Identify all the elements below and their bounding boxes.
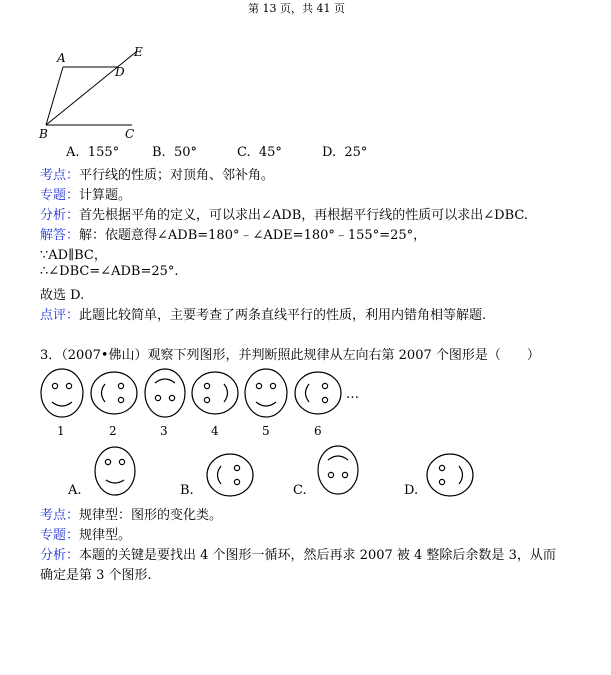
- label-d: D: [115, 65, 125, 79]
- q2-fenxi: 分析：首先根据平角的定义，可以求出∠ADB，再根据平行线的性质可以求出∠DBC.: [40, 208, 528, 223]
- q2-option-c: C. 45°: [237, 145, 282, 160]
- seq-num-1: 1: [57, 424, 65, 438]
- label-b: B: [39, 127, 48, 140]
- parallel-lines-figure: [36, 40, 156, 140]
- q3-question: 3．（2007•佛山）观察下列图形，并判断照此规律从左向右第 2007 个图形是（ ）: [40, 348, 540, 363]
- q2-kaodian: 考点：平行线的性质；对顶角、邻补角。: [40, 168, 275, 183]
- q2-option-d: D. 25°: [322, 145, 368, 160]
- face-2: [91, 372, 137, 414]
- q2-therefore-line: ∴∠DBC=∠ADB=25°.: [40, 264, 179, 279]
- seq-num-4: 4: [211, 424, 219, 438]
- q2-answer-line: 故选 D.: [40, 288, 85, 303]
- q3-fenxi: 分析：本题的关键是要找出 4 个图形一循环，然后再求 2007 被 4 整除后余数是 3，从而: [40, 548, 556, 563]
- face-6: [295, 372, 341, 414]
- q2-because-line: ∵AD∥BC，: [40, 248, 107, 263]
- option-face-b: [207, 454, 253, 496]
- page-indicator: 第 13 页，共 41 页: [248, 2, 345, 15]
- q3-kaodian: 考点：规律型：图形的变化类。: [40, 508, 223, 523]
- q2-zhuanti: 专题：计算题。: [40, 188, 132, 203]
- option-face-c: [318, 446, 358, 494]
- option-face-d: [427, 454, 473, 496]
- seq-num-5: 5: [262, 424, 270, 438]
- q3-option-c-label: C.: [293, 483, 307, 498]
- option-face-a: [95, 447, 135, 495]
- label-c: C: [125, 127, 135, 140]
- q3-face-sequence: [34, 364, 374, 424]
- seq-num-6: 6: [314, 424, 322, 438]
- q3-fenxi-line2: 确定是第 3 个图形.: [40, 568, 152, 583]
- q3-option-a-label: A.: [68, 483, 82, 498]
- sequence-ellipsis: …: [346, 387, 359, 402]
- q3-option-d-label: D.: [404, 483, 419, 498]
- q2-jieda: 解答：解：依题意得∠ADB=180°﹣∠ADE=180°﹣155°=25°，: [40, 228, 427, 243]
- face-3: [145, 369, 185, 417]
- face-1: [41, 369, 83, 417]
- q2-option-a: A. 155°: [66, 145, 120, 160]
- q2-dianping: 点评：此题比较简单，主要考查了两条直线平行的性质，利用内错角相等解题.: [40, 308, 487, 323]
- q3-zhuanti: 专题：规律型。: [40, 528, 132, 543]
- q3-option-b-label: B.: [180, 483, 194, 498]
- q2-option-b: B. 50°: [152, 145, 197, 160]
- face-5: [245, 369, 287, 417]
- line-ab: [46, 67, 63, 125]
- face-4: [192, 372, 238, 414]
- label-e: E: [134, 45, 143, 59]
- seq-num-2: 2: [109, 424, 117, 438]
- seq-num-3: 3: [160, 424, 168, 438]
- label-a: A: [57, 51, 66, 65]
